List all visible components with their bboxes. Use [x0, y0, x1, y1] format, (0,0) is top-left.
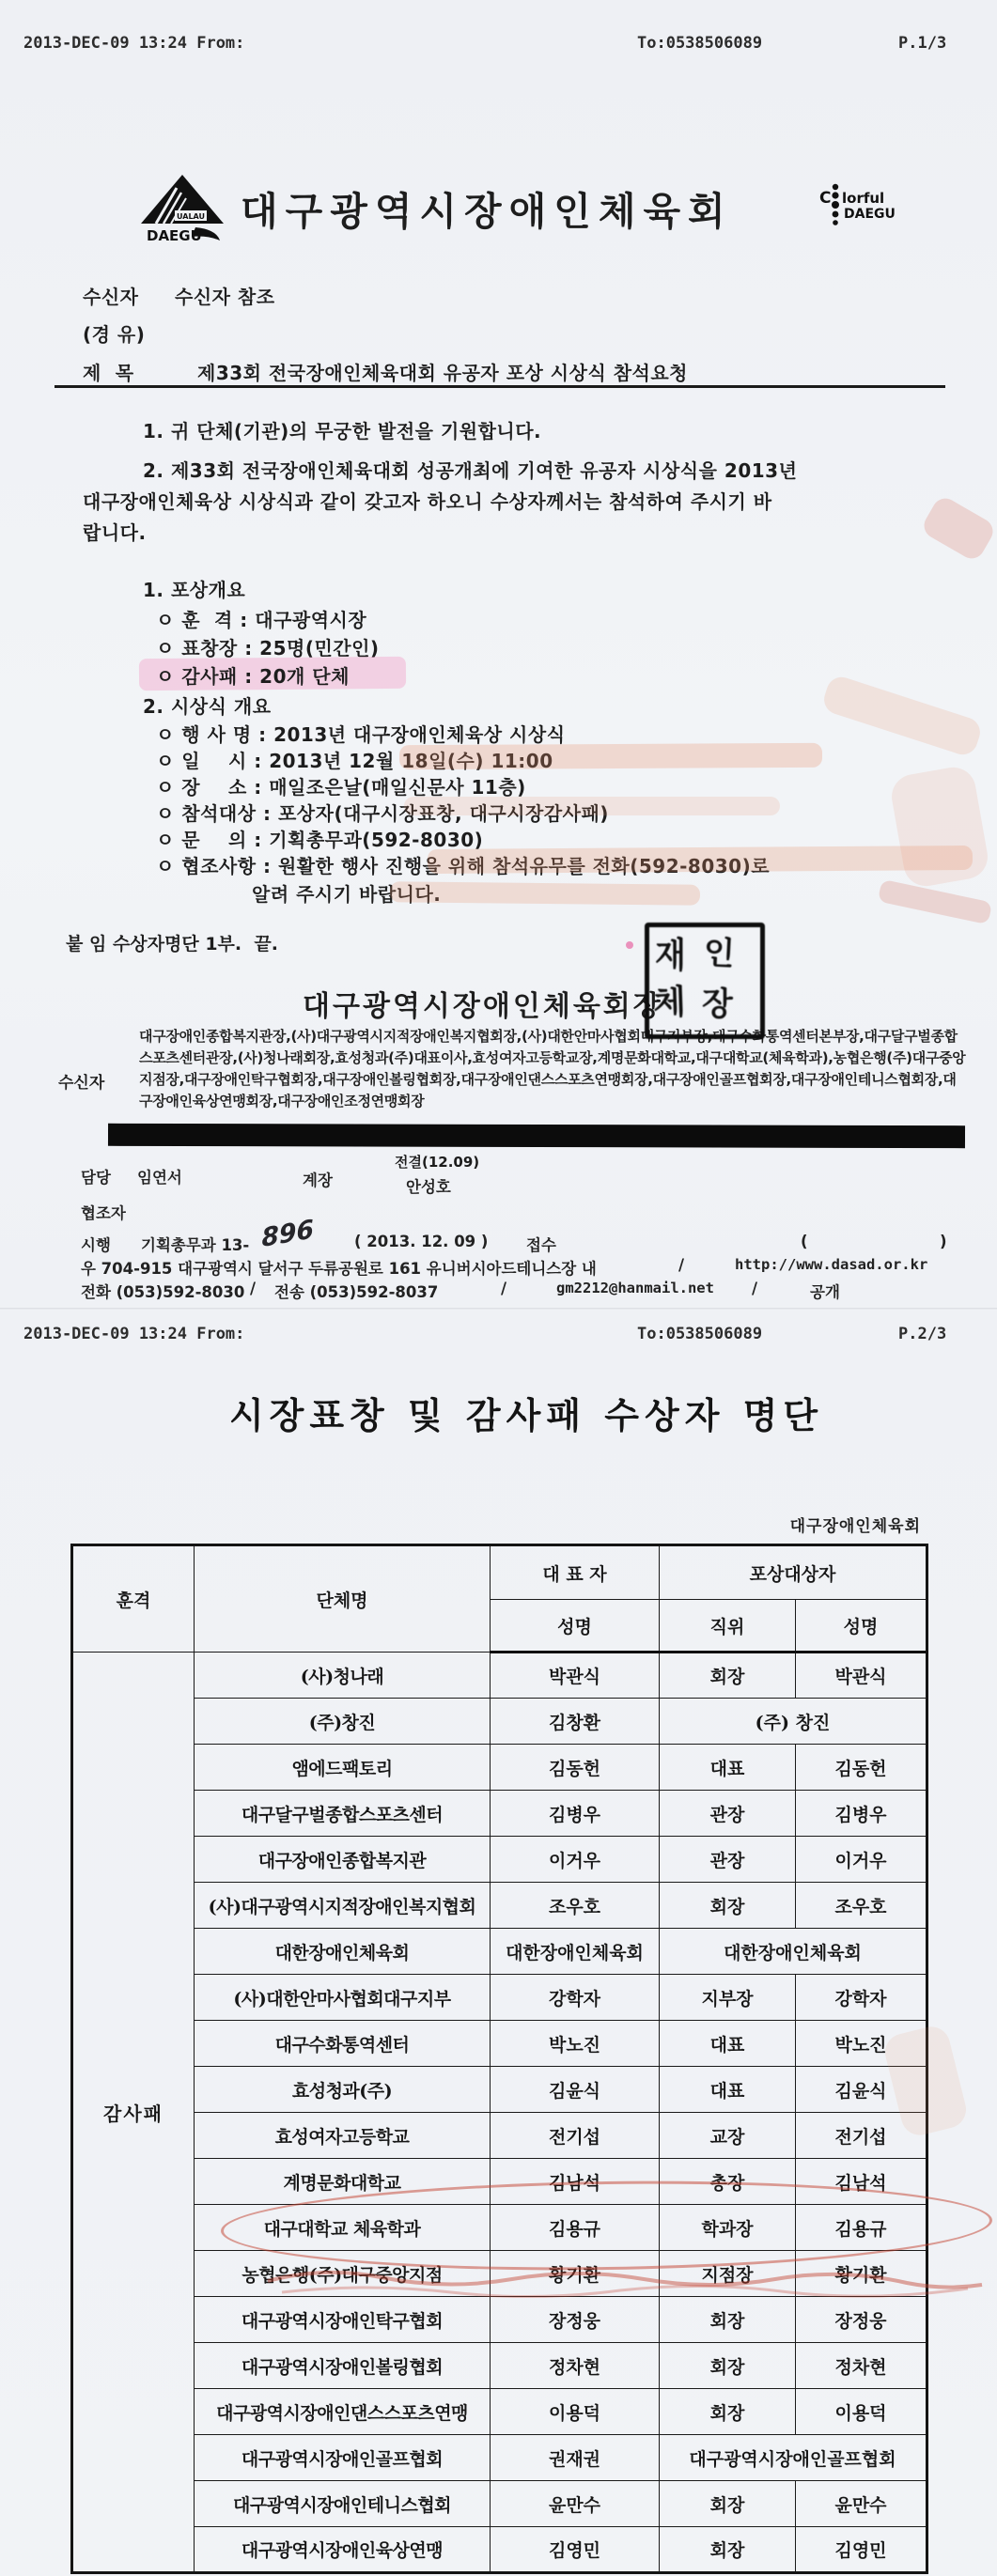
page-boundary: [0, 1308, 997, 1311]
via-line: (경 유): [83, 323, 146, 346]
award-item-plaques: ㅇ 감사패 : 20개 단체: [156, 665, 350, 688]
awardee-name-cell: 김윤식: [796, 2067, 927, 2113]
address-slash: /: [678, 1256, 685, 1274]
awardee-name-cell: 정차현: [796, 2343, 927, 2389]
position-cell: 대표: [660, 2067, 796, 2113]
awardee-name-cell: 김병우: [796, 1791, 927, 1837]
org-cell: 농협은행(주)대구중앙지점: [195, 2251, 491, 2297]
rep-name-cell: 이거우: [491, 1837, 660, 1883]
table-row: [72, 2205, 927, 2251]
awardee-name-cell: 김남석: [796, 2159, 927, 2205]
fax-number: 전송 (053)592-8037: [274, 1283, 439, 1301]
daegu-mountain-logo: [139, 173, 226, 244]
rep-name-cell: 김창환: [491, 1699, 660, 1745]
manager-label: 담당: [81, 1169, 111, 1187]
rep-name-cell: 김병우: [491, 1791, 660, 1837]
position-cell: 학과장: [660, 2205, 796, 2251]
rep-name-cell: 전기섭: [491, 2113, 660, 2159]
table-row: [72, 1929, 927, 1975]
category-cell: 감사패: [72, 1653, 195, 2573]
awards-table: [70, 1544, 928, 2574]
recipients-list: 대구장애인종합복지관장,(사)대구광역시지적장애인복지협회장,(사)대한안마사협회대구지부장,대구수화통역센터본부장,대구달구벌종합스포츠센터관장,(사)청나래회장,효성청과(주)대표이사,효성여자고등학교장,계명문화대학교,대구대학교(체육학과),농협은행(주)대구중앙지점장,대구장애인탁구협회장,대구장애인볼링협회장,대구장애인댄스스포츠연맹회장,대구장애인골프협회장,대구장애인테니스협회장,대구장애인육상연맹회장,대구장애인조정연맹회장: [139, 1028, 966, 1110]
phone-slash-1: /: [250, 1280, 257, 1297]
awardee-name-cell: 조우호: [796, 1883, 927, 1929]
exec-date: ( 2013. 12. 09 ): [354, 1233, 489, 1250]
ceremony-item-datetime: ㅇ 일 시 : 2013년 12월 18일(수) 11:00: [156, 750, 553, 772]
award-item-grade: ㅇ 훈 격 : 대구광역시장: [156, 609, 367, 631]
svg-text:DAEGU: DAEGU: [844, 207, 896, 222]
ceremony-item-event: ㅇ 행 사 명 : 2013년 대구장애인체육상 시상식: [156, 723, 566, 746]
chief-name: 안성호: [406, 1178, 451, 1196]
awards-table-body: [72, 1653, 927, 2573]
position-cell: 회장: [660, 2343, 796, 2389]
fax-header-from: 2013-DEC-09 13:24 From:: [23, 34, 245, 53]
header-grade: 훈격: [72, 1545, 195, 1653]
email-address: gm2212@hanmail.net: [556, 1280, 714, 1296]
body-paragraph-2-line1: 2. 제33회 전국장애인체육대회 성공개최에 기여한 유공자 시상식을 2013년: [143, 459, 798, 482]
awardee-name-cell: 김동헌: [796, 1745, 927, 1791]
award-target-span-cell: 대한장애인체육회: [660, 1929, 927, 1975]
award-target-span-cell: (주) 창진: [660, 1699, 927, 1745]
position-cell: 회장: [660, 2481, 796, 2527]
rep-name-cell: 강학자: [491, 1975, 660, 2021]
org-cell: 대구광역시장애인볼링협회: [195, 2343, 491, 2389]
org-cell: 대구광역시장애인육상연맹: [195, 2527, 491, 2573]
org-title: 대구광역시장애인체육회: [241, 189, 733, 234]
awards-table-wrap: [70, 1544, 928, 2574]
table-row: [72, 1837, 927, 1883]
svg-text:C: C: [819, 189, 832, 208]
org-cell: 효성청과(주): [195, 2067, 491, 2113]
fax-header-to: To:0538506089: [637, 34, 763, 53]
svg-text:lorful: lorful: [842, 190, 885, 207]
header-rep-name: 성명: [491, 1600, 660, 1653]
rep-name-cell: 박노진: [491, 2021, 660, 2067]
org-cell: 대구광역시장애인테니스협회: [195, 2481, 491, 2527]
rep-name-cell: 김용규: [491, 2205, 660, 2251]
table-row: [72, 1653, 927, 1699]
position-cell: 대표: [660, 2021, 796, 2067]
position-cell: 회장: [660, 1653, 796, 1699]
body-paragraph-2-line2: 대구장애인체육상 시상식과 같이 갖고자 하오니 수상자께서는 참석하여 주시기 바: [83, 490, 772, 513]
header-org: 단체명: [195, 1545, 491, 1653]
award-overview-heading: 1. 포상개요: [143, 579, 246, 601]
orange-smudge-margin-2: [888, 764, 990, 890]
org-cell: 대구수화통역센터: [195, 2021, 491, 2067]
fax-header-from-p2: 2013-DEC-09 13:24 From:: [23, 1325, 245, 1343]
org-cell: 계명문화대학교: [195, 2159, 491, 2205]
org-cell: 대구달구벌종합스포츠센터: [195, 1791, 491, 1837]
table-row: [72, 2343, 927, 2389]
subject-text: 제33회 전국장애인체육대회 유공자 포상 시상식 참석요청: [197, 362, 689, 384]
rep-name-cell: 김남석: [491, 2159, 660, 2205]
daegu-logo-icon: [139, 173, 226, 244]
rep-name-cell: 김윤식: [491, 2067, 660, 2113]
rep-name-cell: 이용덕: [491, 2389, 660, 2435]
manager-name: 임연서: [137, 1169, 182, 1187]
org-cell: (사)대한안마사협회대구지부: [195, 1975, 491, 2021]
rep-name-cell: 황기환: [491, 2251, 660, 2297]
position-cell: 교장: [660, 2113, 796, 2159]
subject-label: 제 목: [83, 362, 134, 384]
table-row: [72, 2159, 927, 2205]
receipt-label: 접수: [526, 1236, 556, 1254]
phone-number: 전화 (053)592-8030: [81, 1283, 245, 1301]
org-cell: 대구장애인종합복지관: [195, 1837, 491, 1883]
table-row: [72, 2113, 927, 2159]
exec-value: 기획총무과 13-: [141, 1236, 250, 1254]
attachment-line: 붙 임 수상자명단 1부. 끝.: [66, 934, 278, 954]
org-cell: (사)대구광역시지적장애인복지협회: [195, 1883, 491, 1929]
signer-title: 대구광역시장애인체육회장: [303, 990, 663, 1023]
awardee-name-cell: 김용규: [796, 2205, 927, 2251]
org-cell: 효성여자고등학교: [195, 2113, 491, 2159]
ceremony-item-attendees: ㅇ 참석대상 : 포상자(대구시장표창, 대구시장감사패): [156, 802, 609, 825]
position-cell: 총장: [660, 2159, 796, 2205]
org-cell: (주)창진: [195, 1699, 491, 1745]
awardee-name-cell: 윤만수: [796, 2481, 927, 2527]
rep-name-cell: 정차현: [491, 2343, 660, 2389]
awardee-name-cell: 김영민: [796, 2527, 927, 2573]
position-cell: 회장: [660, 1883, 796, 1929]
fax-header-page-p2: P.2/3: [898, 1325, 947, 1343]
red-smudge-margin-4: [919, 494, 997, 564]
position-cell: 회장: [660, 2389, 796, 2435]
disclosure-label: 공개: [810, 1283, 840, 1301]
ceremony-heading: 2. 시상식 개요: [143, 695, 272, 718]
position-cell: 지점장: [660, 2251, 796, 2297]
header-divider: [55, 385, 945, 388]
org-cell: 대구광역시장애인댄스스포츠연맹: [195, 2389, 491, 2435]
cooperator-label: 협조자: [81, 1204, 126, 1222]
position-cell: 관장: [660, 1791, 796, 1837]
rep-name-cell: 박관식: [491, 1653, 660, 1699]
rep-name-cell: 권재권: [491, 2435, 660, 2481]
receipt-paren-close: ): [940, 1233, 947, 1250]
rep-name-cell: 김영민: [491, 2527, 660, 2573]
header-position: 직위: [660, 1600, 796, 1653]
table-row: [72, 1745, 927, 1791]
official-seal-stamp: 재 인 체 장: [645, 923, 765, 1039]
awardee-name-cell: 강학자: [796, 1975, 927, 2021]
header-name: 성명: [796, 1600, 927, 1653]
table-row: [72, 2435, 927, 2481]
table-row: [72, 2389, 927, 2435]
chief-label: 계장: [303, 1172, 333, 1189]
org-cell: 대한장애인체육회: [195, 1929, 491, 1975]
body-paragraph-1: 1. 귀 단체(기관)의 무궁한 발전을 기원합니다.: [143, 420, 542, 442]
rep-name-cell: 김동헌: [491, 1745, 660, 1791]
header-award-target: 포상대상자: [660, 1545, 927, 1600]
award-item-certificates: ㅇ 표창장 : 25명(민간인): [156, 637, 380, 660]
recipients-label: 수신자: [58, 1074, 105, 1093]
org-cell: 대구대학교 체육학과: [195, 2205, 491, 2251]
page2-org-name: 대구장애인체육회: [789, 1517, 921, 1536]
ceremony-item-contact: ㅇ 문 의 : 기획총무과(592-8030): [156, 829, 484, 851]
awardee-name-cell: 전기섭: [796, 2113, 927, 2159]
ceremony-item-cooperation: ㅇ 협조사항 : 원활한 행사 진행을 위해 참석유무를 전화(592-8030)로: [156, 855, 771, 877]
table-row: [72, 2067, 927, 2113]
header-representative: 대 표 자: [491, 1545, 660, 1600]
rep-name-cell: 윤만수: [491, 2481, 660, 2527]
logo-daegu-text: DAEGU: [147, 227, 202, 244]
table-row: [72, 1975, 927, 2021]
colorful-daegu-icon: [819, 182, 923, 229]
position-cell: 회장: [660, 2527, 796, 2573]
rep-name-cell: 대한장애인체육회: [491, 1929, 660, 1975]
award-target-span-cell: 대구광역시장애인골프협회: [660, 2435, 927, 2481]
receipt-paren-open: (: [801, 1233, 808, 1250]
org-cell: 대구광역시장애인탁구협회: [195, 2297, 491, 2343]
awardee-name-cell: 박노진: [796, 2021, 927, 2067]
table-row: [72, 1699, 927, 1745]
recipient-label: 수신자: [83, 286, 139, 308]
rep-name-cell: 장정웅: [491, 2297, 660, 2343]
recipient-value: 수신자 참조: [175, 286, 275, 308]
position-cell: 대표: [660, 1745, 796, 1791]
colorful-daegu-logo: [819, 182, 923, 225]
table-row: [72, 1883, 927, 1929]
table-row: [72, 2527, 927, 2573]
position-cell: 회장: [660, 2297, 796, 2343]
exec-label: 시행: [81, 1236, 111, 1254]
body-paragraph-2-line3: 랍니다.: [83, 521, 147, 544]
awardee-name-cell: 황기환: [796, 2251, 927, 2297]
awardee-name-cell: 장정웅: [796, 2297, 927, 2343]
ceremony-item-place: ㅇ 장 소 : 매일조은날(매일신문사 11층): [156, 776, 526, 799]
phone-slash-2: /: [501, 1280, 507, 1297]
org-cell: (사)청나래: [195, 1653, 491, 1699]
fax-header-page: P.1/3: [898, 34, 947, 53]
phone-slash-3: /: [752, 1280, 758, 1297]
table-row: [72, 2481, 927, 2527]
page2-title: 시장표창 및 감사패 수상자 명단: [228, 1394, 824, 1436]
pink-pen-dot: [626, 941, 633, 949]
table-row: [72, 2251, 927, 2297]
red-smudge-margin-3: [878, 879, 992, 924]
org-cell: 앰에드팩토리: [195, 1745, 491, 1791]
website-url: http://www.dasad.or.kr: [735, 1256, 928, 1273]
redaction-bar: [108, 1124, 965, 1148]
handwritten-doc-number: 896: [260, 1214, 315, 1254]
awardee-name-cell: 이용덕: [796, 2389, 927, 2435]
table-row: [72, 2021, 927, 2067]
org-cell: 대구광역시장애인골프협회: [195, 2435, 491, 2481]
postal-address: 우 704-915 대구광역시 달서구 두류공원로 161 유니버시아드테니스장 내: [81, 1260, 597, 1278]
approval-note: 전결(12.09): [395, 1154, 480, 1171]
orange-smudge-margin-1: [820, 674, 984, 759]
awardee-name-cell: 박관식: [796, 1653, 927, 1699]
position-cell: 관장: [660, 1837, 796, 1883]
table-row: [72, 2297, 927, 2343]
awardee-name-cell: 이거우: [796, 1837, 927, 1883]
fax-header-to-p2: To:0538506089: [637, 1325, 763, 1343]
rep-name-cell: 조우호: [491, 1883, 660, 1929]
table-row: [72, 1791, 927, 1837]
ceremony-item-cooperation-cont: 알려 주시기 바랍니다.: [252, 883, 442, 906]
svg-text:UALAU: UALAU: [177, 212, 205, 221]
position-cell: 지부장: [660, 1975, 796, 2021]
